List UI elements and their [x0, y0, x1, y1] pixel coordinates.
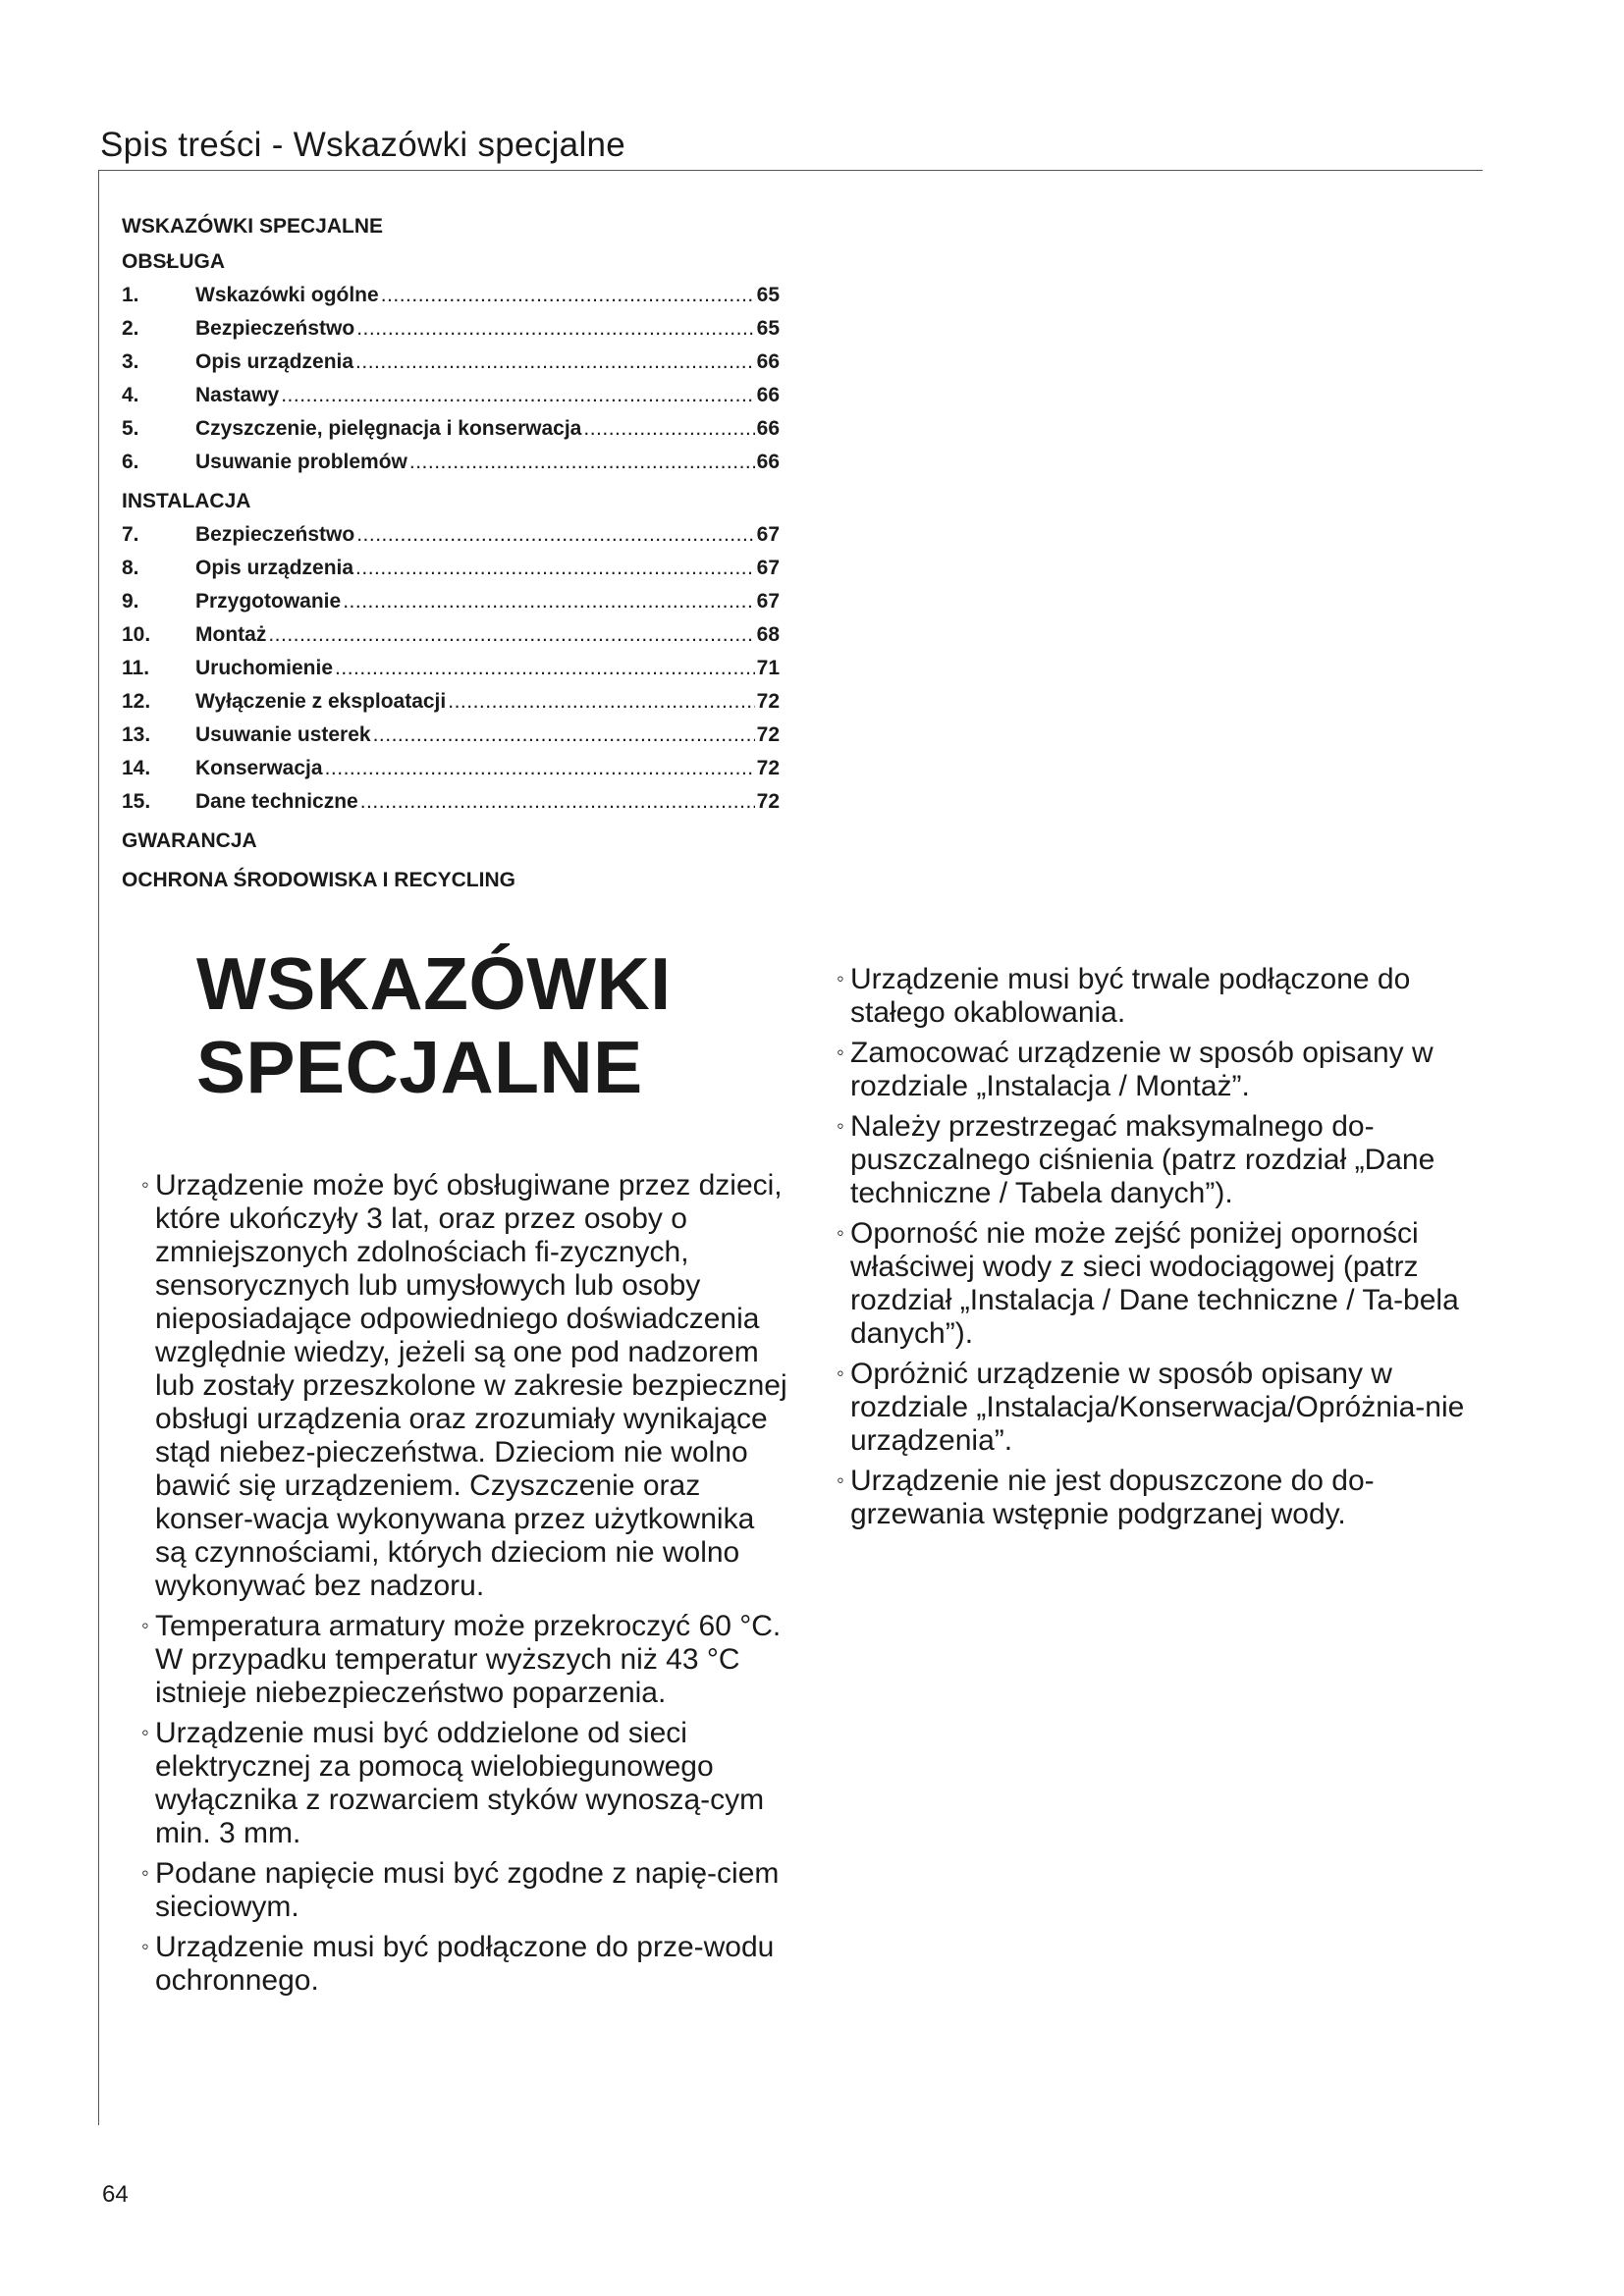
toc-entry-title: Bezpieczeństwo	[195, 317, 355, 340]
toc-entry-page: 68	[756, 623, 780, 646]
toc-entry-title: Bezpieczeństwo	[195, 523, 355, 546]
bullet-text: Temperatura armatury może przekroczyć 60 °C. W przypadku temperatur wyższych niż 43 °C istnieje niebezpieczeństwo poparzenia.	[155, 1610, 782, 1709]
bullet-circle-icon: ◦	[141, 1172, 149, 1197]
bullet-circle-icon: ◦	[837, 966, 844, 990]
bullet-item	[141, 1716, 789, 1850]
toc-entry[interactable]	[122, 785, 780, 819]
toc-leader-dots	[448, 685, 754, 719]
bullet-item	[837, 1216, 1504, 1351]
toc-entry-page: 65	[756, 317, 780, 340]
toc-entry-title: Opis urządzenia	[195, 557, 354, 579]
toc-leader-dots	[343, 585, 754, 618]
toc-leader-dots	[373, 719, 755, 752]
toc-entry-number: 15.	[122, 790, 151, 813]
page-number: 64	[102, 2181, 129, 2208]
toc-entry[interactable]	[122, 379, 780, 412]
toc-entry-title: Usuwanie problemów	[195, 451, 407, 473]
bullet-item	[837, 1464, 1504, 1531]
toc-section-instalacja: INSTALACJA	[122, 490, 251, 512]
toc-entry-title: Czyszczenie, pielęgnacja i konserwacja	[195, 417, 582, 440]
bullet-item	[141, 1609, 789, 1710]
toc-leader-dots	[335, 652, 755, 685]
toc-leader-dots	[281, 379, 754, 412]
bullet-text: Podane napięcie musi być zgodne z napię-ciem sieciowym.	[155, 1857, 780, 1923]
bullet-item	[837, 962, 1504, 1030]
toc-entry-page: 66	[756, 417, 780, 440]
toc-entry-number: 9.	[122, 590, 139, 613]
toc-entry-number: 1.	[122, 284, 139, 306]
section-heading-line2: SPECJALNE	[196, 1026, 643, 1108]
bullet-circle-icon: ◦	[837, 1468, 844, 1492]
bullet-text: Urządzenie musi być trwale podłączone do stałego okablowania.	[850, 963, 1411, 1029]
toc-entry[interactable]	[122, 685, 780, 719]
toc-entry[interactable]	[122, 312, 780, 346]
bullet-item	[141, 1856, 789, 1924]
bullet-text: Urządzenie musi być podłączone do prze-wodu ochronnego.	[155, 1931, 775, 1997]
bullet-text: Urządzenie musi być oddzielone od sieci elektrycznej za pomocą wielobiegunowego wyłącznika z rozwarciem styków wynoszą-cym min. 3 mm.	[155, 1717, 765, 1849]
toc-entry-title: Uruchomienie	[195, 657, 334, 679]
bullet-circle-icon: ◦	[837, 1361, 844, 1385]
toc-entry[interactable]	[122, 719, 780, 752]
bullet-circle-icon: ◦	[837, 1220, 844, 1245]
toc-entry-number: 11.	[122, 657, 150, 679]
toc-entry-page: 65	[756, 284, 780, 306]
bullet-circle-icon: ◦	[141, 1720, 149, 1744]
toc-entry-number: 5.	[122, 417, 139, 440]
toc-section-gwarancja: GWARANCJA	[122, 829, 257, 852]
toc-entry-page: 72	[756, 790, 780, 813]
toc-leader-dots	[360, 785, 755, 819]
bullet-item	[837, 1036, 1504, 1103]
toc-entry-number: 14.	[122, 757, 151, 779]
toc-entry-page: 67	[756, 590, 780, 613]
bullet-circle-icon: ◦	[141, 1934, 149, 1958]
toc-entry[interactable]	[122, 446, 780, 479]
toc-entry[interactable]	[122, 552, 780, 585]
toc-leader-dots	[356, 312, 754, 346]
toc-leader-dots	[409, 446, 755, 479]
bullet-circle-icon: ◦	[837, 1040, 844, 1064]
toc-section-ochrona: OCHRONA ŚRODOWISKA I RECYCLING	[122, 869, 515, 891]
toc-entry-page: 67	[756, 523, 780, 546]
bullet-text: Należy przestrzegać maksymalnego do-puszczalnego ciśnienia (patrz rozdział „Dane techniczne / Tabela danych”).	[850, 1110, 1435, 1209]
toc-leader-dots	[583, 412, 754, 446]
section-heading	[196, 942, 707, 1109]
left-text-column	[141, 1168, 789, 2003]
toc-entry-page: 71	[756, 657, 780, 679]
toc-entry-number: 10.	[122, 623, 151, 646]
toc-entry-number: 6.	[122, 451, 139, 473]
toc-leader-dots	[268, 618, 754, 652]
toc-entry-page: 66	[756, 451, 780, 473]
toc-leader-dots	[355, 552, 755, 585]
toc-entry-title: Usuwanie usterek	[195, 723, 371, 746]
bullet-item	[141, 1930, 789, 1998]
right-text-column	[837, 962, 1504, 1537]
toc-entry[interactable]	[122, 412, 780, 446]
left-margin-rule	[98, 170, 99, 2125]
toc-entry[interactable]	[122, 585, 780, 618]
bullet-text: Urządzenie może być obsługiwane przez dzieci, które ukończyły 3 lat, oraz przez osoby o zmniejszonych zdolnościach fi-zycznych, sensorycznych lub umysłowych lub osoby nieposiadające odpowiedniego doświadczenia względnie wiedzy, jeżeli są one pod nadzorem lub zostały przeszkolone w zakresie bezpiecznej obsługi urządzenia oraz zrozumiały wynikające stąd niebez-pieczeństwa. Dzieciom nie wolno bawić się urządzeniem. Czyszczenie oraz konser-wacja wykonywana przez użytkownika są czynnościami, których dzieciom nie wolno wykonywać bez nadzoru.	[155, 1169, 787, 1602]
toc-section-obsluga: OBSŁUGA	[122, 250, 225, 273]
toc-entry-page: 72	[756, 723, 780, 746]
toc-entry-title: Przygotowanie	[195, 590, 342, 613]
toc-entry[interactable]	[122, 618, 780, 652]
toc-entry[interactable]	[122, 652, 780, 685]
toc-heading-main: WSKAZÓWKI SPECJALNE	[122, 215, 384, 238]
bullet-text: Zamocować urządzenie w sposób opisany w rozdziale „Instalacja / Montaż”.	[850, 1037, 1434, 1102]
toc-entry[interactable]	[122, 346, 780, 379]
toc-entry-title: Wyłączenie z eksploatacji	[195, 690, 447, 713]
table-of-contents	[122, 210, 780, 897]
toc-entry-number: 12.	[122, 690, 151, 713]
toc-entry-title: Konserwacja	[195, 757, 323, 779]
bullet-circle-icon: ◦	[141, 1860, 149, 1885]
toc-entry-title: Dane techniczne	[195, 790, 358, 813]
toc-entry-title: Wskazówki ogólne	[195, 284, 379, 306]
toc-entry-title: Opis urządzenia	[195, 350, 354, 373]
bullet-circle-icon: ◦	[837, 1113, 844, 1138]
toc-entry-title: Montaż	[195, 623, 267, 646]
toc-entry-number: 7.	[122, 523, 139, 546]
toc-entry[interactable]	[122, 518, 780, 552]
toc-leader-dots	[355, 346, 755, 379]
toc-leader-dots	[381, 279, 755, 312]
bullet-text: Oporność nie może zejść poniżej oporności właściwej wody z sieci wodociągowej (patrz rozdział „Instalacja / Dane techniczne / Ta-bela danych”).	[850, 1217, 1459, 1350]
section-heading-line1: WSKAZÓWKI	[196, 942, 672, 1025]
toc-entry-number: 2.	[122, 317, 139, 340]
page-title: Spis treści - Wskazówki specjalne	[100, 126, 626, 164]
toc-entry-number: 13.	[122, 723, 151, 746]
toc-entry-page: 67	[756, 557, 780, 579]
toc-leader-dots	[325, 752, 755, 785]
toc-entry-number: 8.	[122, 557, 139, 579]
toc-entry-number: 3.	[122, 350, 139, 373]
bullet-item	[141, 1168, 789, 1603]
header-divider	[98, 170, 1483, 171]
toc-entry-page: 72	[756, 757, 780, 779]
toc-entry[interactable]	[122, 279, 780, 312]
bullet-text: Urządzenie nie jest dopuszczone do do-grzewania wstępnie podgrzanej wody.	[850, 1465, 1375, 1530]
bullet-circle-icon: ◦	[141, 1613, 149, 1637]
toc-entry-number: 4.	[122, 384, 139, 406]
toc-entry-title: Nastawy	[195, 384, 280, 406]
toc-entry-page: 66	[756, 350, 780, 373]
toc-leader-dots	[356, 518, 754, 552]
toc-entry[interactable]	[122, 752, 780, 785]
bullet-text: Opróżnić urządzenie w sposób opisany w rozdziale „Instalacja/Konserwacja/Opróżnia-nie urządzenia”.	[850, 1358, 1465, 1457]
bullet-item	[837, 1357, 1504, 1458]
bullet-item	[837, 1109, 1504, 1210]
toc-entry-page: 66	[756, 384, 780, 406]
toc-entry-page: 72	[756, 690, 780, 713]
